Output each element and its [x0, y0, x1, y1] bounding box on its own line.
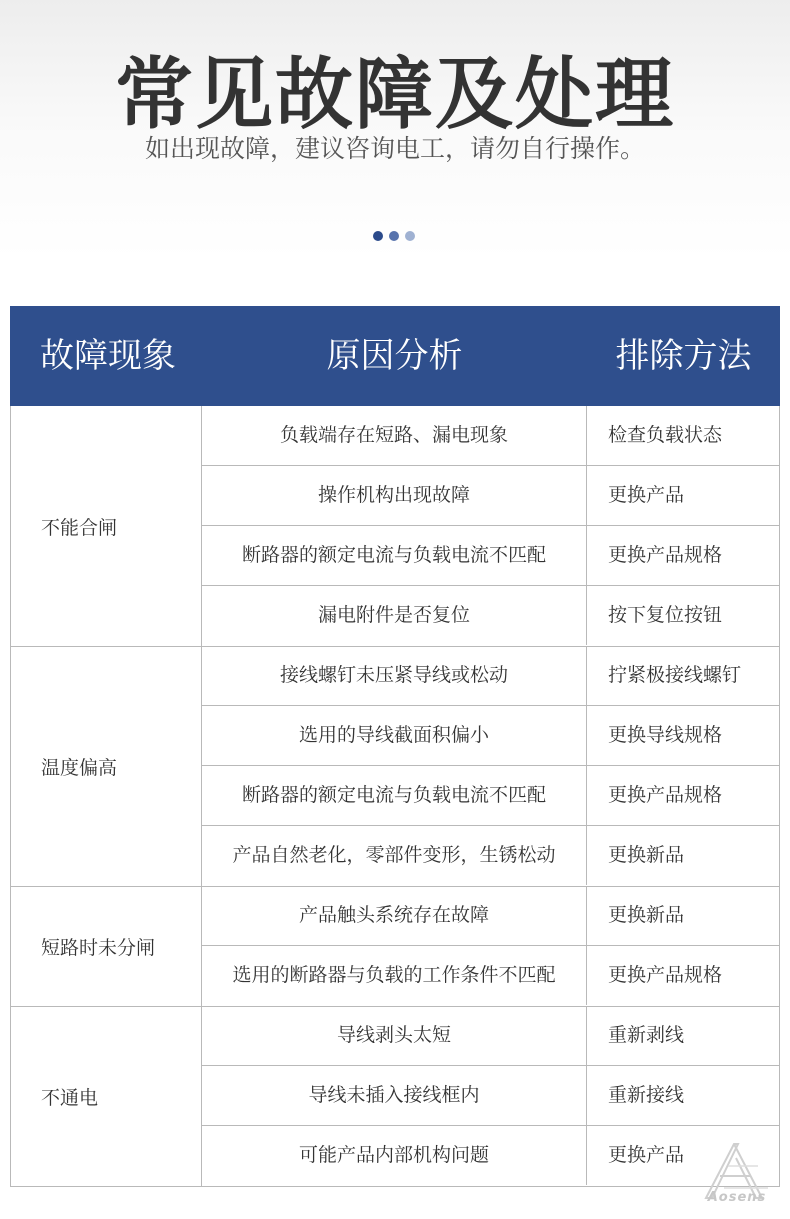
- dot: [405, 231, 415, 241]
- fault-group: [11, 646, 779, 887]
- fix-cell: 检查负载状态: [608, 424, 723, 446]
- cause-cell: 断路器的额定电流与负载电流不匹配: [202, 526, 587, 585]
- dot-active: [373, 231, 383, 241]
- fix-cell: 重新接线: [608, 1084, 685, 1106]
- table-row: [202, 406, 779, 466]
- fix-cell: 重新剥线: [608, 1024, 685, 1046]
- cause-cell: 漏电附件是否复位: [202, 586, 587, 645]
- fix-cell: 更换产品规格: [608, 784, 723, 806]
- cause-cell: 操作机构出现故障: [202, 466, 587, 525]
- table-row: [202, 706, 779, 766]
- table-row: [202, 826, 779, 886]
- symptom-cell: 短路时未分闸: [11, 886, 202, 1006]
- symptom-cell: 温度偏高: [11, 646, 202, 886]
- table-header: [10, 306, 780, 406]
- cause-cell: 产品自然老化，零部件变形，生锈松动: [202, 826, 587, 885]
- table-row: [202, 526, 779, 586]
- column-header-fix: 排除方法: [615, 336, 752, 376]
- column-header-symptom: 故障现象: [40, 336, 176, 376]
- cause-cell: 导线未插入接线框内: [202, 1066, 587, 1125]
- cause-cell: 可能产品内部机构问题: [202, 1126, 587, 1185]
- table-row: [202, 646, 779, 706]
- table-body: [10, 406, 780, 1187]
- cause-cell: 产品触头系统存在故障: [202, 886, 587, 945]
- fault-group: [11, 886, 779, 1007]
- dot: [389, 231, 399, 241]
- table-row: [202, 1006, 779, 1066]
- cause-cell: 负载端存在短路、漏电现象: [202, 406, 587, 465]
- fault-table: [10, 306, 780, 1188]
- fix-cell: 更换产品规格: [608, 544, 723, 566]
- cause-cell: 接线螺钉未压紧导线或松动: [202, 646, 587, 705]
- fix-cell: 更换新品: [608, 844, 685, 866]
- table-row: [202, 1066, 779, 1126]
- table-row: [202, 946, 779, 1006]
- cause-cell: 选用的断路器与负载的工作条件不匹配: [202, 946, 587, 1005]
- symptom-cell: 不能合闸: [11, 406, 202, 646]
- fault-group: [11, 406, 779, 647]
- cause-cell: 导线剥头太短: [202, 1006, 587, 1065]
- fix-cell: 更换产品: [608, 484, 685, 506]
- fix-cell: 更换新品: [608, 904, 685, 926]
- page-subtitle: 如出现故障，建议咨询电工，请勿自行操作。: [144, 134, 645, 163]
- table-row: [202, 766, 779, 826]
- fix-cell: 更换产品: [608, 1144, 685, 1166]
- fix-cell: 更换产品规格: [608, 964, 723, 986]
- table-row: [202, 586, 779, 646]
- fix-cell: 拧紧极接线螺钉: [608, 664, 742, 686]
- table-row: [202, 886, 779, 946]
- column-header-cause: 原因分析: [326, 336, 463, 376]
- symptom-cell: 不通电: [11, 1006, 202, 1186]
- fix-cell: 更换导线规格: [608, 724, 723, 746]
- table-row: [202, 1126, 779, 1186]
- cause-cell: 选用的导线截面积偏小: [202, 706, 587, 765]
- cause-cell: 断路器的额定电流与负载电流不匹配: [202, 766, 587, 825]
- fix-cell: 按下复位按钮: [608, 604, 723, 626]
- table-row: [202, 466, 779, 526]
- page-title: 常见故障及处理: [114, 50, 675, 140]
- brand-watermark-text: Aosens: [707, 1190, 767, 1205]
- fault-group: [11, 1006, 779, 1186]
